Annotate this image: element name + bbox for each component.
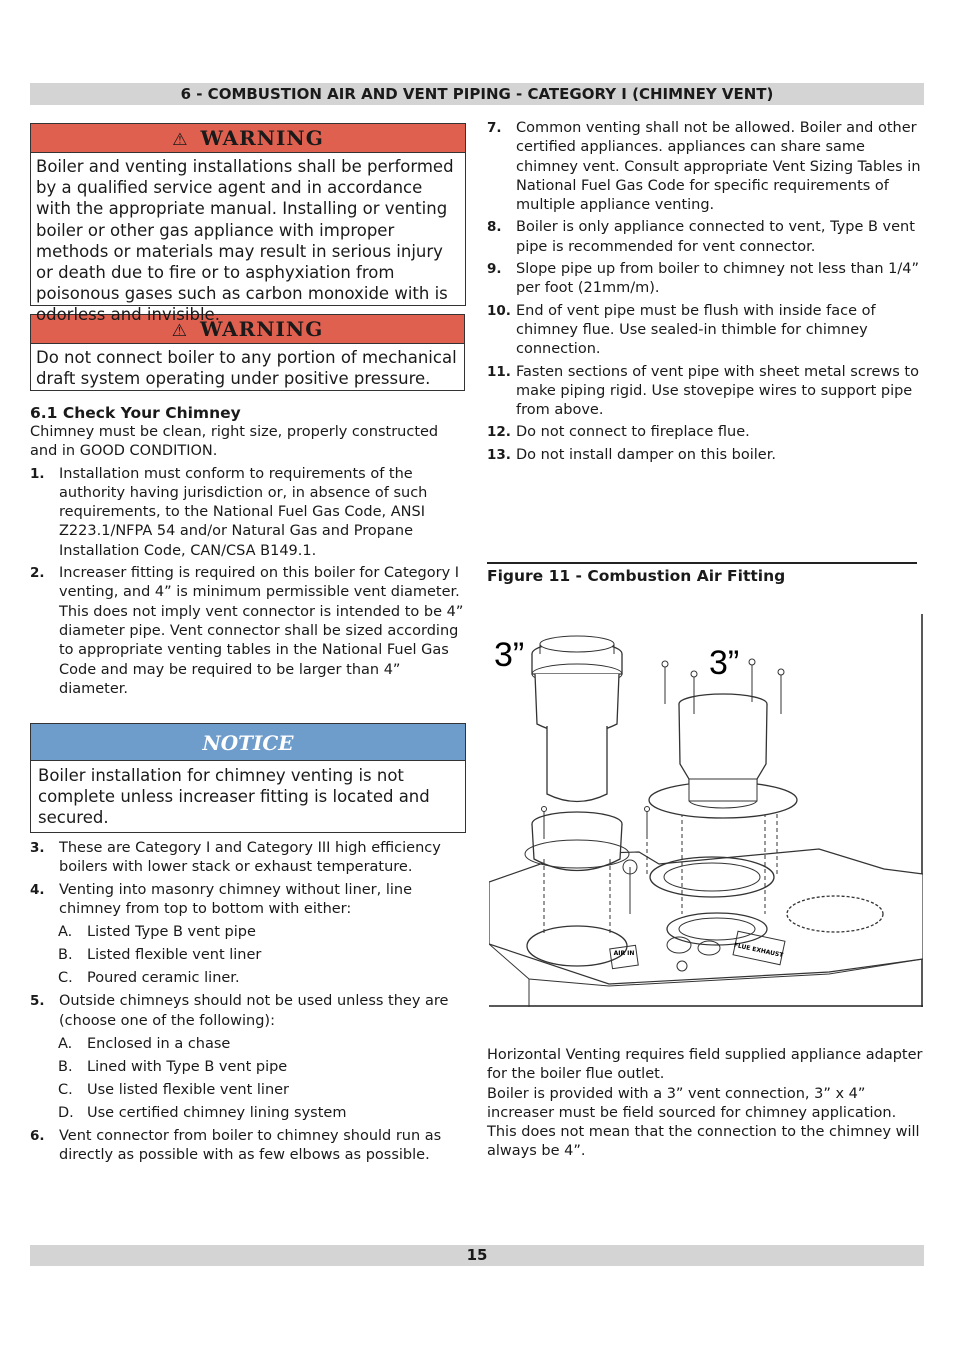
- sub-list-text: Use listed flexible vent liner: [87, 1081, 290, 1098]
- sub-list-letter: B.: [58, 947, 73, 964]
- sub-list-letter: A.: [58, 924, 73, 941]
- sub-list-letter: A.: [58, 1035, 73, 1052]
- list-item-text: Venting into masonry chimney without liner, line chimney from top to bottom with either:: [59, 881, 413, 918]
- sub-list-item: [30, 1081, 466, 1100]
- right-column: [487, 119, 924, 465]
- dimension-label-left: 3”: [494, 636, 525, 674]
- list-item: [487, 218, 924, 257]
- sub-list-item: [30, 1104, 466, 1123]
- dimension-label-right: 3”: [709, 644, 740, 682]
- numbered-list: [30, 465, 466, 700]
- list-item: [30, 564, 466, 699]
- warning-text: Do not connect boiler to any portion of mechanical draft system operating under positive pressure.: [36, 348, 457, 389]
- list-item-text: These are Category I and Category III high efficiency boilers with lower stack or exhaust temperature.: [59, 840, 441, 876]
- sub-list-text: Listed flexible vent liner: [87, 947, 262, 964]
- section-intro: Chimney must be clean, right size, properly constructed and in GOOD CONDITION.: [30, 424, 439, 460]
- list-item: [487, 446, 924, 465]
- sub-list-letter: C.: [58, 970, 73, 987]
- page-number: 15: [466, 1246, 488, 1264]
- warning-text: Boiler and venting installations shall be performed by a qualified service agent and in accordance with the appropriate manual. Installing or venting boiler or other gas appliance with improper methods or materials may result in serious injury or death due to fire or to asphyxiation from poisonous gases such as carbon monoxide with is odorless and invisible.: [36, 157, 454, 325]
- figure-divider: [487, 562, 917, 564]
- list-item-number: 3.: [30, 840, 45, 857]
- list-item-number: 6.: [30, 1127, 45, 1144]
- list-item-text: Boiler is only appliance connected to vent, Type B vent pipe is recommended for vent connector.: [516, 219, 915, 255]
- sub-list-item: [30, 1035, 466, 1054]
- list-item: [30, 1127, 466, 1166]
- sub-list-item: [30, 946, 466, 965]
- numbered-list: [30, 839, 466, 1165]
- warning-triangle-icon: ⚠: [171, 321, 188, 341]
- list-item-number: 5.: [30, 993, 45, 1010]
- flue-exhaust-label: FLUE EXHAUST: [733, 941, 784, 960]
- notice-box: [30, 723, 466, 833]
- sub-list-text: Poured ceramic liner.: [87, 970, 240, 987]
- list-item-text: Do not install damper on this boiler.: [516, 446, 776, 463]
- list-item-text: Vent connector from boiler to chimney should run as directly as possible with as few elbows as possible.: [59, 1127, 442, 1164]
- note-paragraph: Horizontal Venting requires field supplied appliance adapter for the boiler flue outlet.: [487, 1047, 923, 1083]
- left-column: [30, 123, 466, 1166]
- sub-list-text: Lined with Type B vent pipe: [87, 1058, 288, 1075]
- list-item-text: Outside chimneys should not be used unless they are (choose one of the following):: [59, 993, 449, 1029]
- sub-list-letter: D.: [58, 1104, 74, 1121]
- section-title: 6 - COMBUSTION AIR AND VENT PIPING - CATEGORY I (CHIMNEY VENT): [180, 85, 774, 103]
- sub-list-item: [30, 923, 466, 942]
- list-item-number: 11.: [487, 363, 511, 380]
- notice-text: Boiler installation for chimney venting is not complete unless increaser fitting is located and secured.: [38, 766, 430, 828]
- combustion-air-fitting-figure: [489, 614, 923, 1007]
- list-item-number: 9.: [487, 261, 502, 278]
- sub-list-text: Enclosed in a chase: [87, 1035, 231, 1052]
- list-item-number: 8.: [487, 219, 502, 236]
- venting-notes: [487, 1046, 924, 1162]
- check-chimney-section: [30, 403, 466, 699]
- list-item-number: 12.: [487, 424, 511, 441]
- notice-header: NOTICE: [31, 724, 465, 761]
- note-paragraph: Boiler is provided with a 3” vent connection, 3” x 4” increaser must be field sourced for chimney application.: [487, 1085, 897, 1121]
- list-item-text: Do not connect to fireplace flue.: [516, 424, 750, 441]
- list-item-text: Increaser fitting is required on this boiler for Category I venting, and 4” is minimum permissible vent diameter. This does not imply vent connector is intended to be 4” diameter pipe. Vent connector shall be sized according to appropriate venting tables in the National Fuel Gas Code and may be required to be larger than 4” diameter.: [59, 565, 464, 697]
- list-item: [487, 302, 924, 360]
- fitting-illustration: [489, 614, 923, 1007]
- list-item: [487, 260, 924, 299]
- figure-title: Figure 11 - Combustion Air Fitting: [487, 567, 786, 585]
- section-header-bar: [30, 83, 924, 105]
- list-item-number: 1.: [30, 465, 45, 482]
- warning-label: WARNING: [200, 126, 324, 150]
- list-item-text: Installation must conform to requirements of the authority having jurisdiction or, in absence of such requirements, to the National Fuel Gas Code, ANSI Z223.1/NFPA 54 and/or Natural Gas and Propane Installation Code, CAN/CSA B149.1.: [59, 465, 428, 559]
- list-item: [30, 839, 466, 878]
- list-item: [487, 423, 924, 442]
- warning-label: WARNING: [199, 317, 324, 341]
- warning-triangle-icon: ⚠: [172, 130, 189, 150]
- sub-list-item: [30, 1058, 466, 1077]
- list-item-text: Common venting shall not be allowed. Boiler and other certified appliances. appliances can share same chimney vent. Consult appropriate Vent Sizing Tables in National Fuel Gas Code for specific requirements of multiple appliance venting.: [516, 120, 921, 214]
- list-item: [487, 363, 924, 421]
- list-item-text: Slope pipe up from boiler to chimney not less than 1/4” per foot (21mm/m).: [516, 261, 919, 297]
- numbered-list: [487, 119, 924, 465]
- warning-header: [31, 124, 465, 153]
- list-item-text: Fasten sections of vent pipe with sheet metal screws to make piping rigid. Use stovepipe wires to support pipe from above.: [516, 363, 919, 419]
- note-paragraph: This does not mean that the connection to the chimney will always be 4”.: [487, 1124, 920, 1160]
- air-in-label: AIR IN: [613, 950, 635, 957]
- list-item-number: 2.: [30, 565, 45, 582]
- sub-list-text: Listed Type B vent pipe: [87, 924, 256, 941]
- list-item-number: 10.: [487, 302, 511, 319]
- sub-list-text: Use certified chimney lining system: [87, 1104, 347, 1121]
- sub-list-letter: C.: [58, 1081, 73, 1098]
- list-item-number: 4.: [30, 881, 45, 898]
- list-item-number: 13.: [487, 446, 511, 463]
- warning-box-installation: [30, 123, 466, 325]
- sub-list-item: [30, 969, 466, 988]
- sub-list-letter: B.: [58, 1058, 73, 1075]
- list-item: [30, 992, 466, 1031]
- list-item-number: 7.: [487, 120, 502, 136]
- list-item: [30, 881, 466, 920]
- section-heading: 6.1 Check Your Chimney: [30, 404, 241, 422]
- footer-bar: [30, 1245, 924, 1266]
- list-item-text: End of vent pipe must be flush with inside face of chimney flue. Use sealed-in thimble for chimney connection.: [516, 302, 876, 358]
- list-item: [30, 465, 466, 561]
- list-item: [487, 119, 924, 215]
